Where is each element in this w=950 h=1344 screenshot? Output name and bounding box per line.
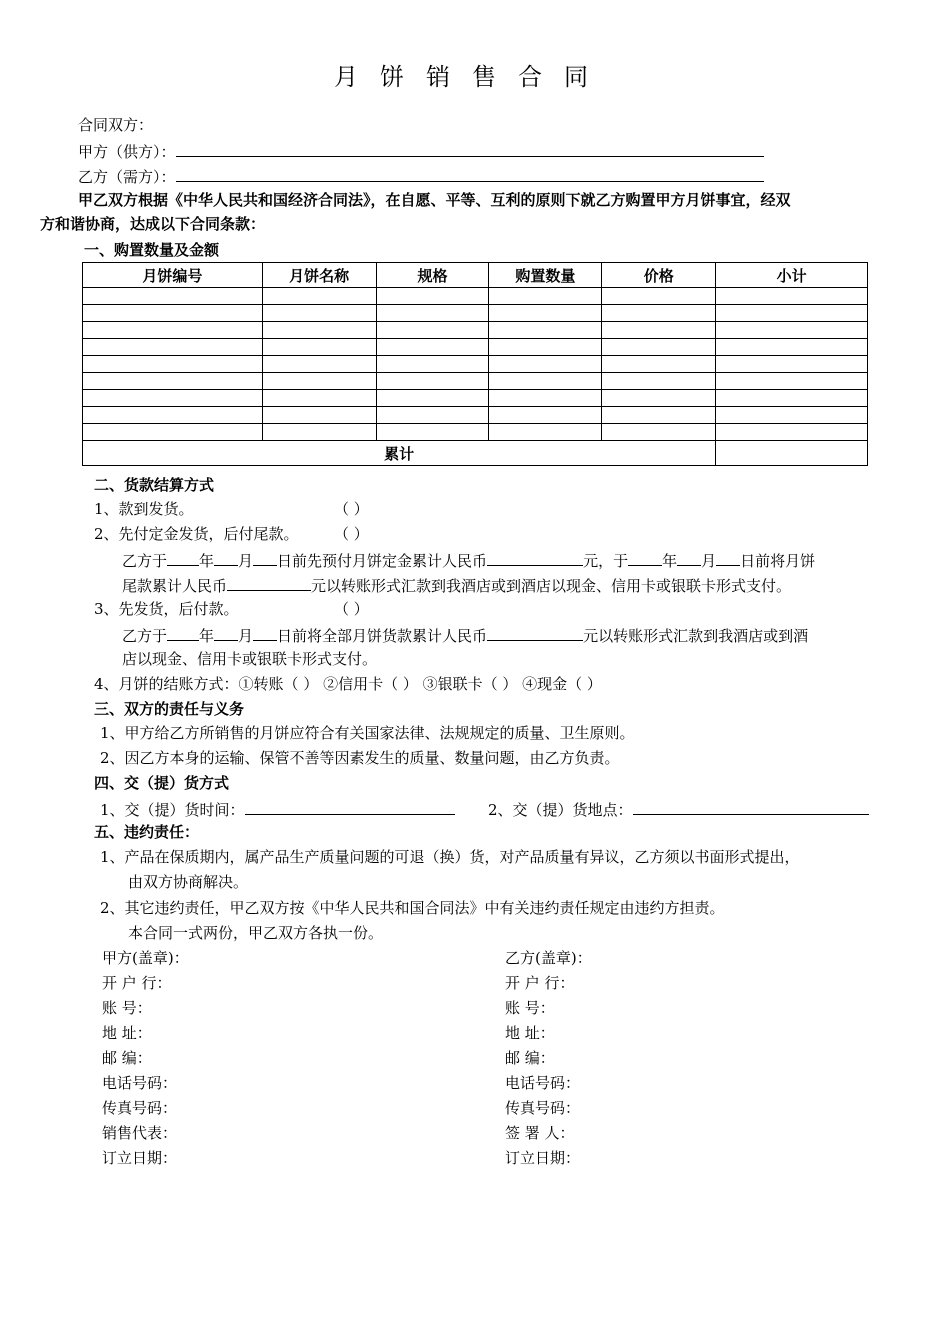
breach-item-2: 2、其它违约责任，甲乙双方按《中华人民共和国合同法》中有关违约责任规定由违约方担责。 [100,899,725,917]
payment-method: 4、月饼的结账方式：①转账（ ） ②信用卡（ ） ③银联卡（ ） ④现金（ ） [94,675,602,693]
payment-item-2-check[interactable]: （ ） [334,525,369,543]
parties-label: 合同双方： [78,116,154,134]
signature-left-5: 电话号码： [102,1074,178,1092]
payment-item-2: 2、先付定金发货，后付尾款。 [94,525,299,543]
payment-item-2-detail-1: 乙方于 年 月 日前先预付月饼定金累计人民币 元，于 年 月 日前将月饼 [122,549,815,571]
intro-line-2: 方和谐协商，达成以下合同条款： [40,215,266,233]
col-price: 价格 [602,263,716,288]
blank[interactable] [227,574,311,591]
table-total-row [83,441,868,466]
signature-left-3: 地 址： [102,1024,152,1042]
section3-heading: 三、双方的责任与义务 [94,700,245,718]
blank[interactable] [167,624,199,641]
payment-item-1-check[interactable]: （ ） [334,500,369,518]
section1-heading: 一、购置数量及金额 [84,241,220,259]
table-row [83,305,868,322]
duty-item-1: 1、甲方给乙方所销售的月饼应符合有关国家法律、法规规定的质量、卫生原则。 [100,724,635,742]
signature-left-8: 订立日期： [102,1149,178,1167]
table-row [83,322,868,339]
blank[interactable] [253,624,277,641]
blank[interactable] [716,549,740,566]
signature-left-2: 账 号： [102,999,152,1017]
signature-left-7: 销售代表： [102,1124,178,1142]
delivery-time-blank[interactable] [245,798,455,815]
signature-right-4: 邮 编： [505,1049,555,1067]
blank[interactable] [214,624,238,641]
section2-heading: 二、货款结算方式 [94,476,215,494]
party-a-label: 甲方（供方）： [78,143,176,161]
purchase-table [82,262,868,466]
blank[interactable] [167,549,199,566]
signature-right-1: 开 户 行： [505,974,575,992]
table-row [83,288,868,305]
col-spec: 规格 [376,263,489,288]
party-b-label: 乙方（需方）： [78,168,176,186]
blank[interactable] [677,549,701,566]
delivery-place: 2、交（提）货地点： [488,798,869,820]
table-row [83,407,868,424]
blank[interactable] [487,549,583,566]
duty-item-2: 2、因乙方本身的运输、保管不善等因素发生的质量、数量问题，由乙方负责。 [100,749,620,767]
party-a-line [78,140,764,162]
table-header-row [83,263,868,288]
signature-left-1: 开 户 行： [102,974,172,992]
total-label: 累计 [83,441,716,466]
party-a-blank[interactable] [176,140,764,157]
blank[interactable] [487,624,583,641]
table-row [83,356,868,373]
blank[interactable] [214,549,238,566]
total-value[interactable] [716,441,868,466]
col-subtotal: 小计 [716,263,868,288]
signature-left-0: 甲方(盖章)： [102,949,189,967]
table-row [83,339,868,356]
signature-right-8: 订立日期： [505,1149,581,1167]
blank[interactable] [628,549,662,566]
party-b-blank[interactable] [176,165,764,182]
payment-item-2-detail-2: 尾款累计人民币 元以转账形式汇款到我酒店或到酒店以现金、信用卡或银联卡形式支付。 [122,574,791,596]
signature-left-4: 邮 编： [102,1049,152,1067]
breach-item-1-line-1: 1、产品在保质期内，属产品生产质量问题的可退（换）货，对产品质量有异议，乙方须以书面形式提出， [100,848,800,866]
signature-right-5: 电话号码： [505,1074,581,1092]
intro-line-1: 甲乙双方根据《中华人民共和国经济合同法》，在自愿、平等、互利的原则下就乙方购置甲方月饼事宜，经双 [78,191,791,209]
table-row [83,424,868,441]
signature-right-3: 地 址： [505,1024,555,1042]
col-cake-name: 月饼名称 [262,263,376,288]
signature-left-6: 传真号码： [102,1099,178,1117]
payment-item-3: 3、先发货，后付款。 [94,600,239,618]
blank[interactable] [253,549,277,566]
payment-item-3-detail-2: 店以现金、信用卡或银联卡形式支付。 [122,650,378,668]
signature-right-2: 账 号： [505,999,555,1017]
section5-heading: 五、违约责任： [94,823,200,841]
table-row [83,390,868,407]
breach-item-1-line-2: 由双方协商解决。 [128,873,249,891]
signature-right-0: 乙方(盖章)： [505,949,592,967]
table-row [83,373,868,390]
section4-heading: 四、交（提）货方式 [94,774,230,792]
signature-right-6: 传真号码： [505,1099,581,1117]
payment-item-3-check[interactable]: （ ） [334,600,369,618]
party-b-line [78,165,764,187]
col-cake-code: 月饼编号 [83,263,263,288]
payment-item-1: 1、款到发货。 [94,500,194,518]
delivery-time: 1、交（提）货时间： [100,798,455,820]
closing-note: 本合同一式两份，甲乙双方各执一份。 [128,924,384,942]
page-title: 月饼销售合同 [334,63,610,91]
signature-right-7: 签 署 人： [505,1124,575,1142]
payment-item-3-detail-1: 乙方于 年 月 日前将全部月饼货款累计人民币 元以转账形式汇款到我酒店或到酒 [122,624,808,646]
col-quantity: 购置数量 [489,263,602,288]
delivery-place-blank[interactable] [633,798,869,815]
